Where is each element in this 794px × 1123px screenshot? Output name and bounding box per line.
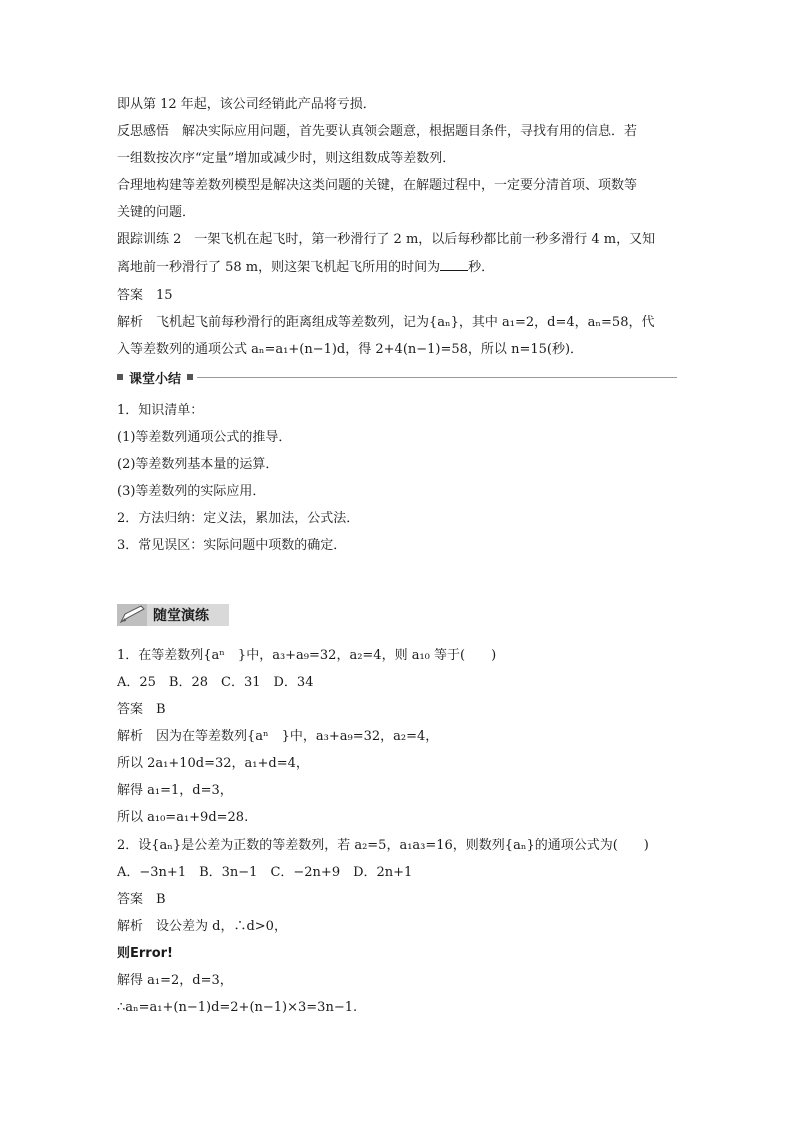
text-segment: 离地前一秒滑行了 58 m，则这架飞机起飞所用的时间为	[117, 260, 441, 275]
text-line: 一组数按次序“定量”增加或减少时，则这组数成等差数列．	[117, 151, 456, 166]
summary-title: 课堂小结	[129, 371, 182, 387]
practice-banner	[117, 604, 229, 626]
text-line: 反思感悟 解决实际应用问题，首先要认真领会题意，根据题目条件，寻找有用的信息．若	[117, 124, 638, 139]
summary-item: (2)等差数列基本量的运算．	[117, 457, 279, 472]
text-segment: 秒．	[468, 260, 495, 275]
solution-line: 解析 因为在等差数列{aⁿ }中，a₃+a₉=32，a₂=4，	[117, 729, 439, 744]
summary-item: (1)等差数列通项公式的推导．	[117, 430, 292, 445]
text-line: 即从第 12 年起，该公司经销此产品将亏损．	[117, 97, 376, 112]
text-line: 跟踪训练 2 一架飞机在起飞时，第一秒滑行了 2 m，以后每秒都比前一秒多滑行 4 m，又知	[117, 232, 656, 247]
answer-line: 答案 B	[117, 892, 166, 907]
question-line: 1．在等差数列{aⁿ }中，a₃+a₉=32，a₂=4，则 a₁₀ 等于( )	[117, 648, 497, 663]
solution-line: 解得 a₁=1，d=3，	[117, 783, 233, 798]
pencil-icon	[117, 604, 147, 626]
summary-section-header	[117, 368, 677, 386]
question-line: 2．设{aₙ}是公差为正数的等差数列，若 a₂=5，a₁a₃=16，则数列{aₙ}的通项公式为( )	[117, 838, 649, 853]
practice-title: 随堂演练	[153, 608, 209, 624]
answer-line: 答案 B	[117, 702, 166, 717]
solution-line: 所以 a₁₀=a₁+9d=28.	[117, 810, 249, 825]
text-line: 解析 飞机起飞前每秒滑行的距离组成等差数列，记为{aₙ}，其中 a₁=2，d=4，aₙ=58，代	[117, 315, 655, 330]
summary-item: (3)等差数列的实际应用．	[117, 484, 266, 499]
bullet-square-icon	[117, 374, 123, 380]
solution-line: ∴aₙ=a₁+(n−1)d=2+(n−1)×3=3n−1.	[117, 1000, 358, 1015]
solution-line: 则Error!	[117, 946, 173, 961]
divider	[197, 377, 677, 378]
answer-line: 答案 15	[117, 288, 173, 303]
options-line: A．25 B．28 C．31 D．34	[117, 675, 314, 690]
text-line: 关键的问题．	[117, 205, 196, 220]
text-line: 合理地构建等差数列模型是解决这类问题的关键，在解题过程中，一定要分清首项、项数等	[117, 178, 638, 193]
solution-line: 解得 a₁=2，d=3，	[117, 973, 233, 988]
solution-line: 所以 2a₁+10d=32，a₁+d=4，	[117, 756, 309, 771]
bullet-square-icon	[187, 374, 193, 380]
summary-item: 1．知识清单：	[117, 403, 204, 418]
text-line	[117, 258, 677, 277]
options-line: A．−3n+1 B．3n−1 C．−2n+9 D．2n+1	[117, 865, 413, 880]
answer-blank	[440, 258, 468, 271]
text-line: 入等差数列的通项公式 aₙ=a₁+(n−1)d，得 2+4(n−1)=58，所以 n=15(秒)．	[117, 342, 584, 357]
summary-item: 2．方法归纳：定义法，累加法，公式法．	[117, 511, 360, 526]
solution-line: 解析 设公差为 d，∴d>0，	[117, 919, 287, 934]
summary-item: 3．常见误区：实际问题中项数的确定．	[117, 538, 347, 553]
